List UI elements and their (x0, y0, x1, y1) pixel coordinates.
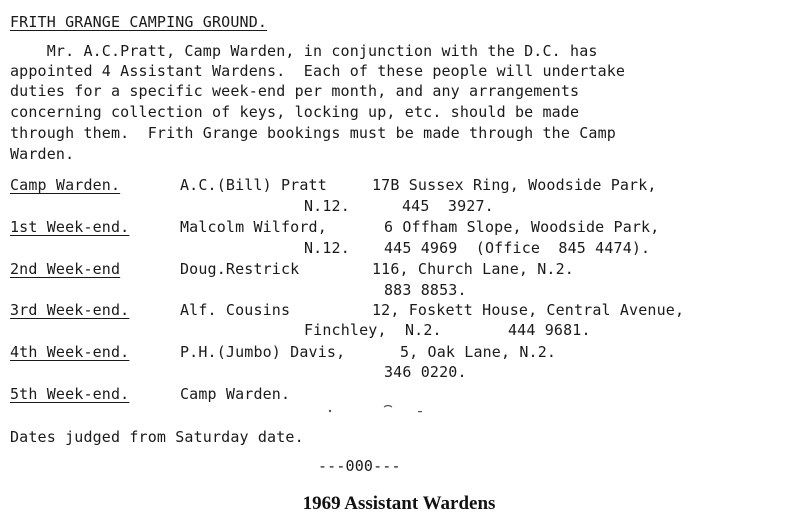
dates-note: Dates judged from Saturday date. (10, 428, 304, 446)
paragraph-line: duties for a specific week-end per month, and any arrangements (10, 82, 580, 100)
warden-postcode: N.12. (304, 239, 350, 257)
warden-postcode: Finchley, N.2. (304, 321, 442, 339)
warden-phone: 883 8853. (384, 281, 467, 299)
warden-address: 116, Church Lane, N.2. (372, 260, 574, 278)
warden-name: Alf. Cousins (180, 301, 291, 319)
warden-name: P.H.(Jumbo) Davis, (180, 343, 346, 361)
ink-specks (320, 404, 440, 418)
warden-address: 17B Sussex Ring, Woodside Park, (372, 176, 657, 194)
document-heading: FRITH GRANGE CAMPING GROUND. (10, 13, 268, 31)
paragraph-line: through them. Frith Grange bookings must be made through the Camp (10, 124, 616, 142)
paragraph-line: concerning collection of keys, locking up, etc. should be made (10, 103, 580, 121)
image-caption: 1969 Assistant Wardens (302, 493, 496, 514)
warden-role: 3rd Week-end. (10, 301, 130, 319)
warden-phone: 444 9681. (508, 321, 591, 339)
paragraph-line: Warden. (10, 145, 75, 163)
paragraph-line: appointed 4 Assistant Wardens. Each of these people will undertake (10, 62, 626, 80)
warden-name: A.C.(Bill) Pratt (180, 176, 327, 194)
warden-address: 6 Offham Slope, Woodside Park, (384, 218, 660, 236)
warden-phone: 445 3927. (402, 197, 494, 215)
paragraph-line: Mr. A.C.Pratt, Camp Warden, in conjunction with the D.C. has (10, 42, 598, 60)
warden-name: Malcolm Wilford, (180, 218, 327, 236)
warden-role: 4th Week-end. (10, 343, 130, 361)
warden-postcode: N.12. (304, 197, 350, 215)
warden-name: Camp Warden. (180, 385, 291, 403)
end-mark: ---000--- (318, 457, 401, 475)
warden-address: 12, Foskett House, Central Avenue, (372, 301, 685, 319)
warden-address: 5, Oak Lane, N.2. (400, 343, 557, 361)
warden-role: Camp Warden. (10, 176, 121, 194)
warden-role: 5th Week-end. (10, 385, 130, 403)
warden-role: 2nd Week-end (10, 260, 121, 278)
warden-role: 1st Week-end. (10, 218, 130, 236)
warden-name: Doug.Restrick (180, 260, 300, 278)
warden-phone: 346 0220. (384, 363, 467, 381)
warden-phone: 445 4969 (Office 845 4474). (384, 239, 651, 257)
